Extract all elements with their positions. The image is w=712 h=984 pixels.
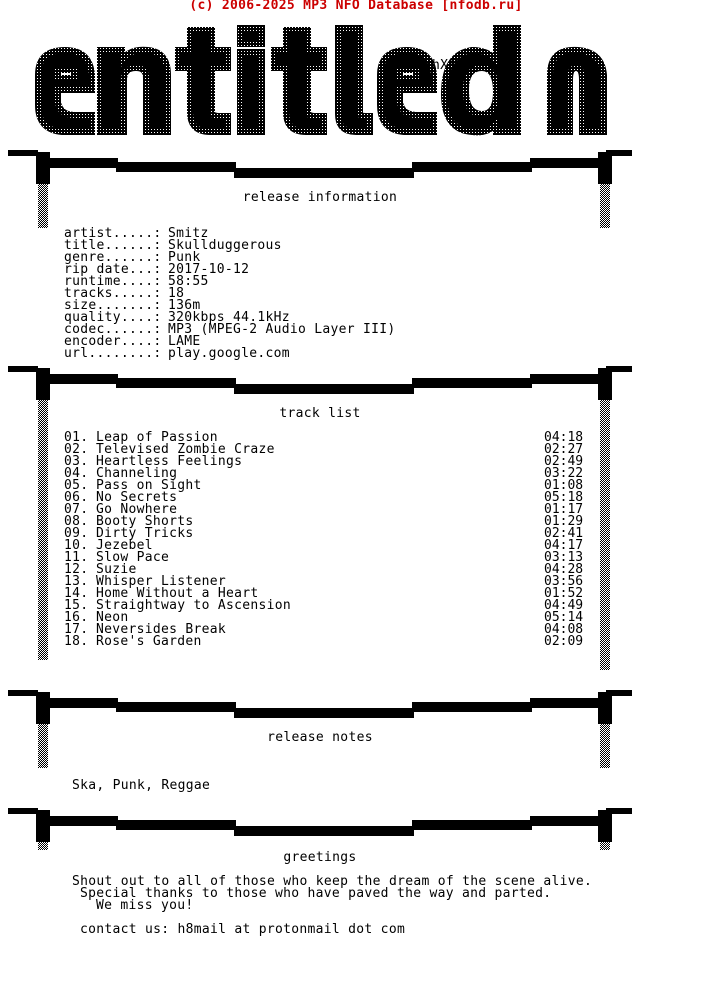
track-title: No Secrets (96, 490, 178, 505)
track-number: 01. (64, 430, 89, 445)
track-number: 17. (64, 622, 89, 637)
logo-tag: hX! (432, 58, 457, 73)
frame-left-border (38, 180, 48, 228)
frame-graphic (8, 150, 632, 190)
contact-line: contact us: h8mail at protonmail dot com (80, 922, 406, 937)
track-number: 04. (64, 466, 89, 481)
info-label: url........: (64, 346, 162, 361)
frame-left-border (38, 720, 48, 768)
track-duration: 01:52 (544, 586, 584, 601)
track-title: Leap of Passion (96, 430, 218, 445)
track-number: 16. (64, 610, 89, 625)
track-duration: 01:29 (544, 514, 584, 529)
frame-graphic (8, 808, 632, 848)
frame-right-border (600, 838, 610, 850)
frame-graphic (8, 690, 632, 730)
track-number: 18. (64, 634, 89, 649)
track-number: 06. (64, 490, 89, 505)
track-duration: 05:14 (544, 610, 584, 625)
frame-right-border (600, 396, 610, 670)
track-duration: 02:49 (544, 454, 584, 469)
track-duration: 04:49 (544, 598, 584, 613)
info-label: size.......: (64, 298, 162, 313)
frame-right-border (600, 180, 610, 228)
frame-right-border (600, 720, 610, 768)
frame-greetings (8, 808, 632, 848)
track-number: 15. (64, 598, 89, 613)
greetings-line-3: We miss you! (96, 898, 194, 913)
info-value: Smitz (168, 226, 209, 241)
logo-graphic (30, 20, 630, 140)
info-label: artist.....: (64, 226, 162, 241)
track-duration: 02:09 (544, 634, 584, 649)
info-label: rip date...: (64, 262, 162, 277)
track-title: Neversides Break (96, 622, 227, 637)
track-number: 11. (64, 550, 89, 565)
greetings-line-1: Shout out to all of those who keep the dream of the scene alive. (72, 874, 593, 889)
info-label: title......: (64, 238, 162, 253)
info-value: 58:55 (168, 274, 209, 289)
track-title: Suzie (96, 562, 137, 577)
track-title: Televised Zombie Craze (96, 442, 275, 457)
track-number: 10. (64, 538, 89, 553)
track-duration: 03:22 (544, 466, 584, 481)
track-title: Dirty Tricks (96, 526, 194, 541)
info-label: runtime....: (64, 274, 162, 289)
info-value: Punk (168, 250, 201, 265)
track-title: Straightway to Ascension (96, 598, 292, 613)
track-title: Channeling (96, 466, 178, 481)
track-title: Rose's Garden (96, 634, 202, 649)
track-number: 09. (64, 526, 89, 541)
info-value: 320kbps 44.1kHz (168, 310, 290, 325)
track-number: 08. (64, 514, 89, 529)
track-number: 14. (64, 586, 89, 601)
track-title: Home Without a Heart (96, 586, 259, 601)
track-title: Heartless Feelings (96, 454, 243, 469)
greetings-line-2: Special thanks to those who have paved the way and parted. (80, 886, 552, 901)
info-value: LAME (168, 334, 201, 349)
frame-left-border (38, 838, 48, 850)
track-title: Booty Shorts (96, 514, 194, 529)
section-heading-greetings: greetings (283, 850, 357, 865)
info-label: quality....: (64, 310, 162, 325)
release-notes-text: Ska, Punk, Reggae (72, 778, 211, 793)
track-title: Slow Pace (96, 550, 170, 565)
section-heading-release-notes: release notes (267, 730, 373, 745)
info-label: encoder....: (64, 334, 162, 349)
track-title: Go Nowhere (96, 502, 178, 517)
track-duration: 04:08 (544, 622, 584, 637)
info-value: 2017-10-12 (168, 262, 250, 277)
track-title: Pass on Sight (96, 478, 202, 493)
frame-release-info (8, 150, 632, 190)
track-duration: 04:28 (544, 562, 584, 577)
section-heading-track-list: track list (279, 406, 361, 421)
track-number: 12. (64, 562, 89, 577)
frame-track-list (8, 366, 632, 406)
track-title: Neon (96, 610, 129, 625)
frame-release-notes (8, 690, 632, 730)
frame-graphic (8, 366, 632, 406)
entitled-logo (30, 20, 630, 140)
track-title: Jezebel (96, 538, 153, 553)
track-number: 07. (64, 502, 89, 517)
track-duration: 02:41 (544, 526, 584, 541)
track-duration: 04:18 (544, 430, 584, 445)
track-duration: 03:13 (544, 550, 584, 565)
info-value: play.google.com (168, 346, 290, 361)
track-number: 02. (64, 442, 89, 457)
track-number: 13. (64, 574, 89, 589)
track-duration: 05:18 (544, 490, 584, 505)
info-value: 136m (168, 298, 201, 313)
site-banner: (c) 2006-2025 MP3 NFO Database [nfodb.ru] (189, 0, 523, 13)
info-label: tracks.....: (64, 286, 162, 301)
track-duration: 04:17 (544, 538, 584, 553)
info-value: Skullduggerous (168, 238, 282, 253)
track-number: 05. (64, 478, 89, 493)
frame-left-border (38, 396, 48, 660)
track-duration: 02:27 (544, 442, 584, 457)
track-number: 03. (64, 454, 89, 469)
info-value: MP3 (MPEG-2 Audio Layer III) (168, 322, 396, 337)
info-label: genre......: (64, 250, 162, 265)
track-title: Whisper Listener (96, 574, 227, 589)
info-label: codec......: (64, 322, 162, 337)
track-duration: 01:08 (544, 478, 584, 493)
info-value: 18 (168, 286, 185, 301)
track-duration: 03:56 (544, 574, 584, 589)
track-duration: 01:17 (544, 502, 584, 517)
section-heading-release-info: release information (242, 190, 398, 205)
